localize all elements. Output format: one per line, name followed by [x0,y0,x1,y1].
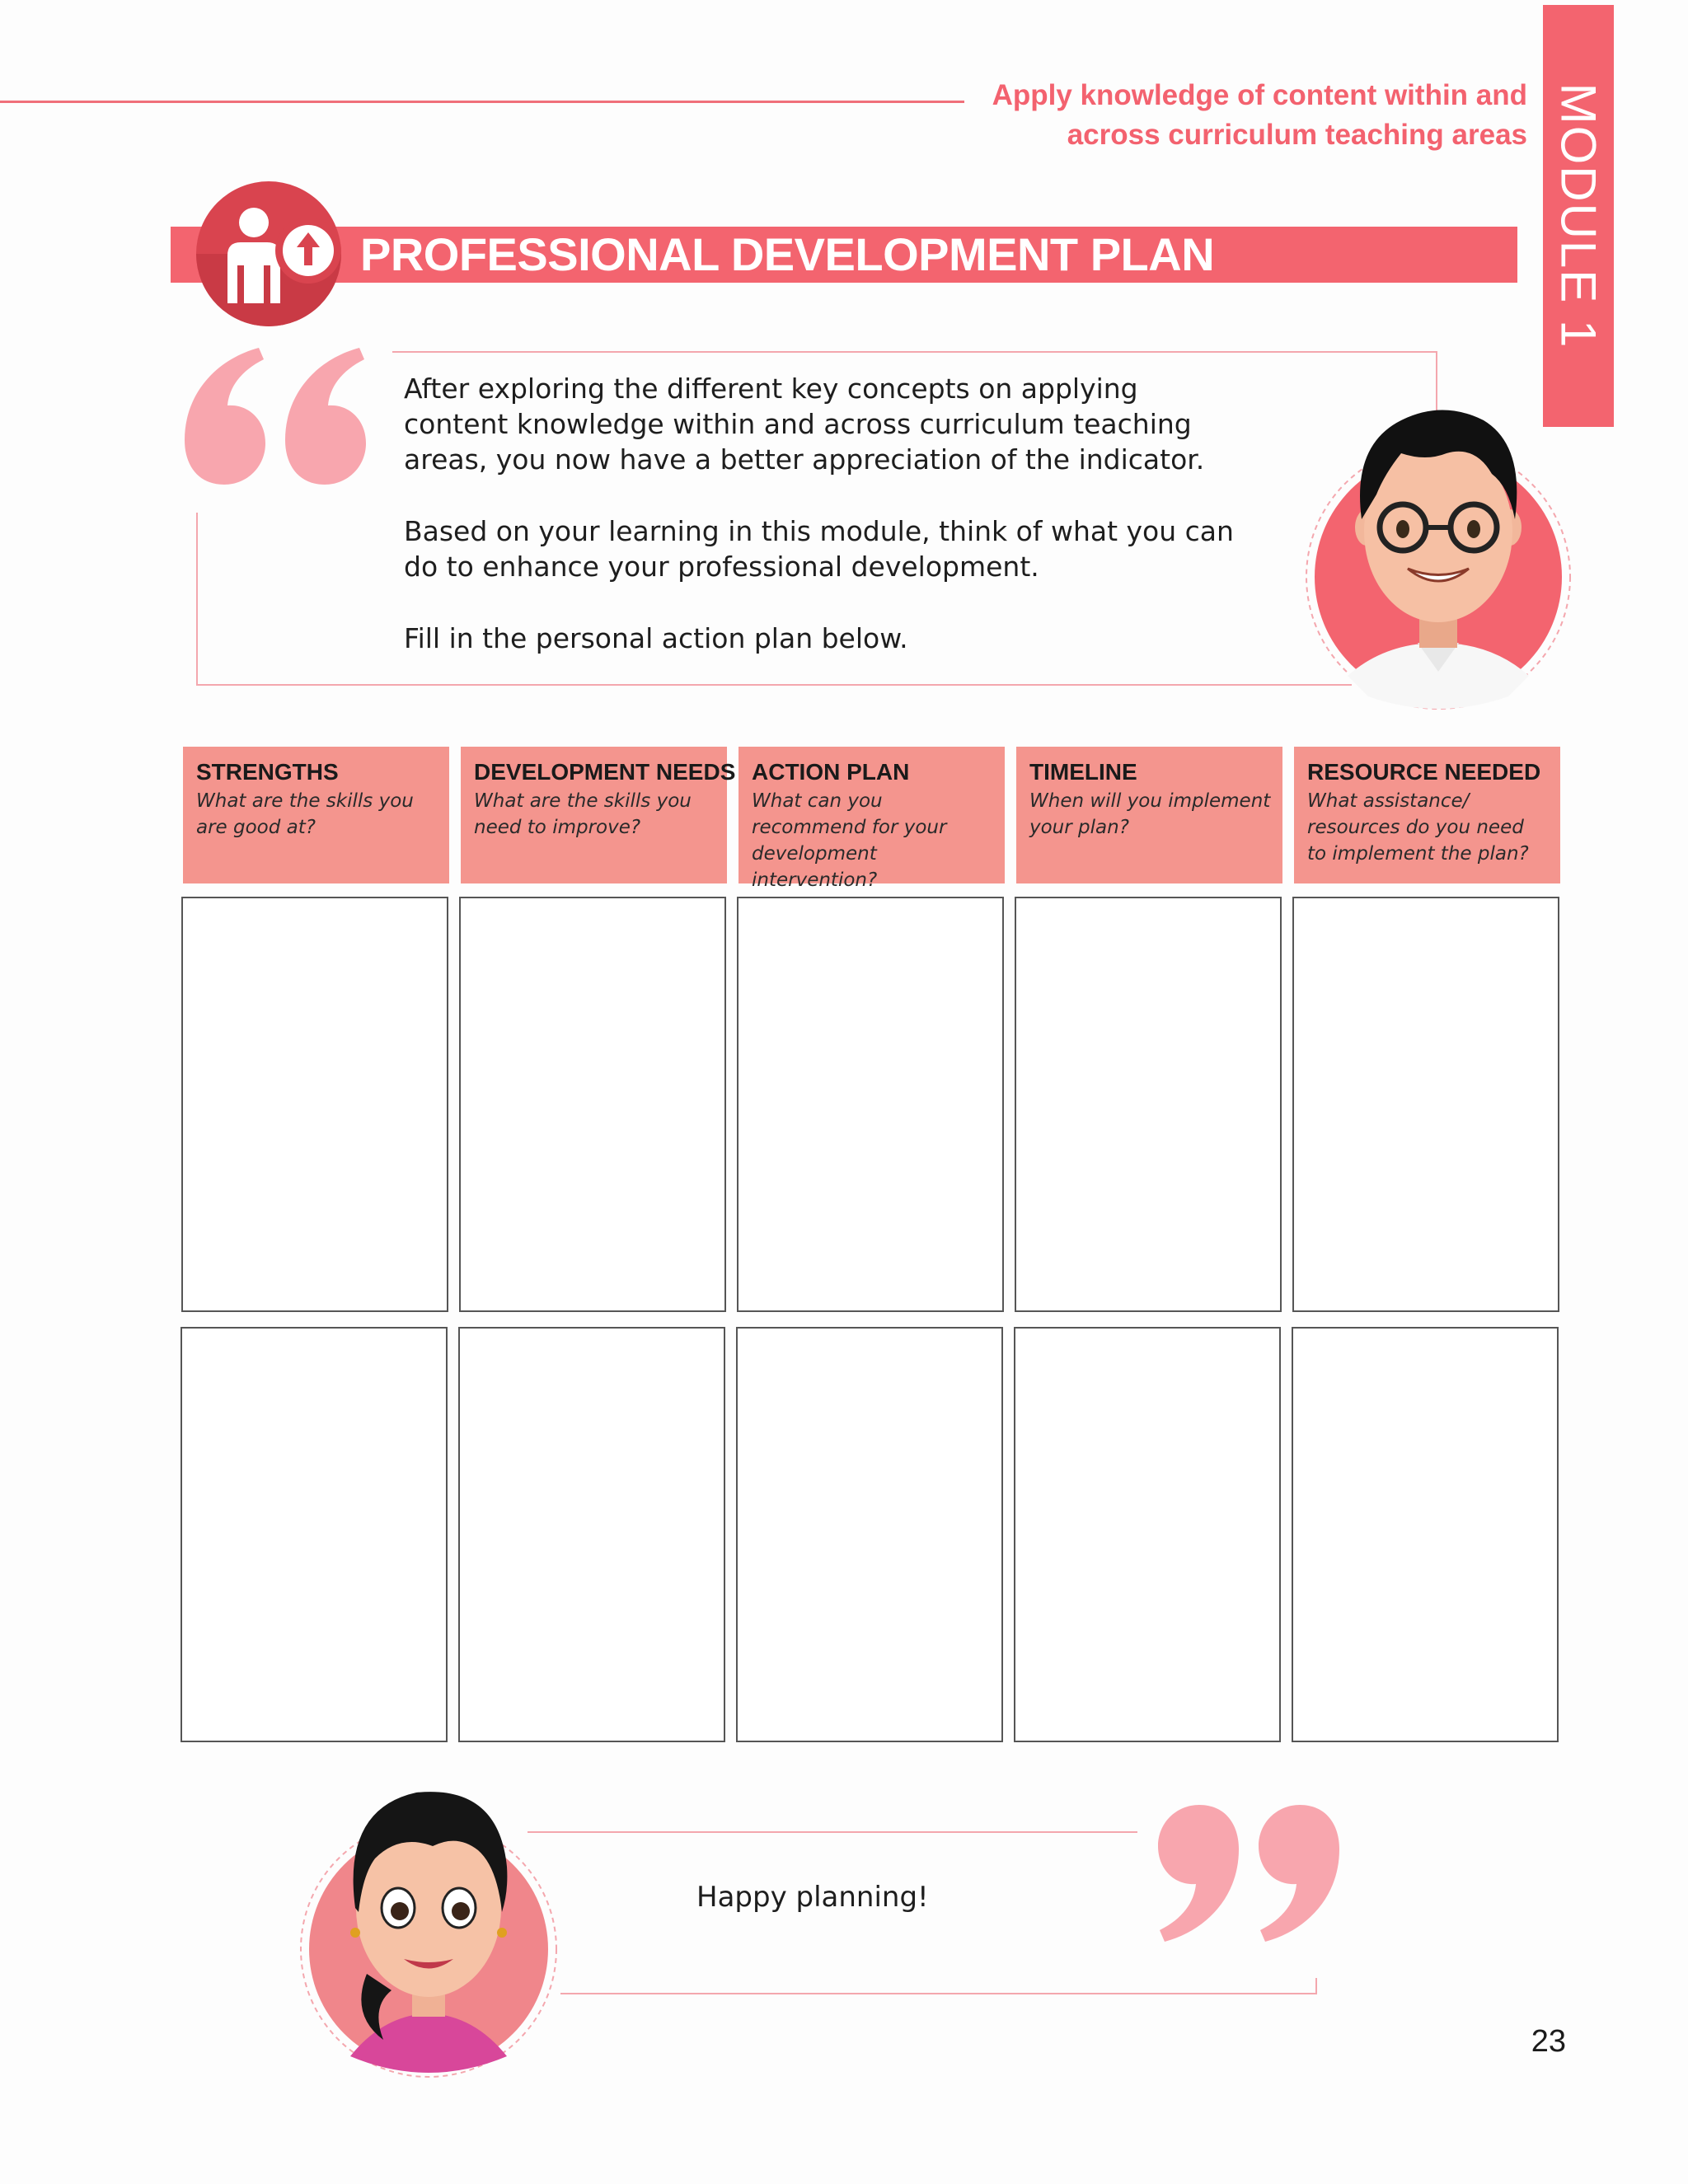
column-title: DEVELOPMENT NEEDS [474,759,736,785]
column-header-timeline [1016,747,1282,883]
development-needs-cell-row-1[interactable] [459,897,726,1312]
development-needs-cell-row-2[interactable] [458,1327,725,1742]
intro-paragraph-3: Fill in the personal action plan below. [404,622,908,654]
top-divider [0,101,964,103]
column-title: RESOURCE NEEDED [1307,759,1541,785]
strengths-cell-row-1[interactable] [181,897,448,1312]
action-plan-cell-row-1[interactable] [737,897,1004,1312]
teacher-avatar-female [293,1768,565,2081]
resource-needed-cell-row-2[interactable] [1292,1327,1559,1742]
column-header-resource-needed [1294,747,1560,883]
intro-box-top-border [392,351,1437,353]
subtitle-line-2: across curriculum teaching areas [1067,119,1527,151]
subtitle-line-1: Apply knowledge of content within and [992,79,1527,111]
closing-box-right-border [1315,1978,1317,1994]
timeline-cell-row-2[interactable] [1014,1327,1281,1742]
module-subtitle [934,76,1527,155]
column-title: TIMELINE [1029,759,1137,785]
closing-box-bottom-border [560,1993,1317,1994]
column-description: When will you implement your plan? [1029,790,1271,838]
timeline-cell-row-1[interactable] [1015,897,1282,1312]
open-quote-icon [183,344,366,485]
person-upload-icon [195,180,343,328]
strengths-cell-row-2[interactable] [181,1327,448,1742]
intro-text [404,371,1245,692]
column-title: ACTION PLAN [752,759,910,785]
column-description: What can you recommend for your development intervention? [752,790,947,891]
teacher-avatar-male [1302,396,1574,717]
action-plan-cell-row-2[interactable] [736,1327,1003,1742]
intro-paragraph-1: After exploring the different key concepts on applying content knowledge within and across curriculum teaching areas, you now have a better appreciation of the indicator. [404,373,1205,476]
column-header-action-plan [738,747,1005,891]
page-number: 23 [1531,2024,1566,2059]
module-tab-label: MODULE 1 [1550,82,1606,349]
resource-needed-cell-row-1[interactable] [1292,897,1559,1312]
intro-paragraph-2: Based on your learning in this module, think of what you can do to enhance your professional development. [404,515,1234,583]
column-description: What assistance/ resources do you need to implement the plan? [1307,790,1529,865]
column-description: What are the skills you need to improve? [474,790,692,838]
closing-box-top-border [528,1831,1137,1833]
module-tab [1543,5,1614,427]
column-header-strengths [183,747,449,883]
closing-message: Happy planning! [696,1881,929,1914]
column-header-development-needs [461,747,736,883]
column-title: STRENGTHS [196,759,339,785]
column-description: What are the skills you are good at? [196,790,414,838]
close-quote-icon [1158,1805,1341,1945]
intro-box-left-border [196,513,198,686]
page-title: PROFESSIONAL DEVELOPMENT PLAN [360,228,1215,280]
